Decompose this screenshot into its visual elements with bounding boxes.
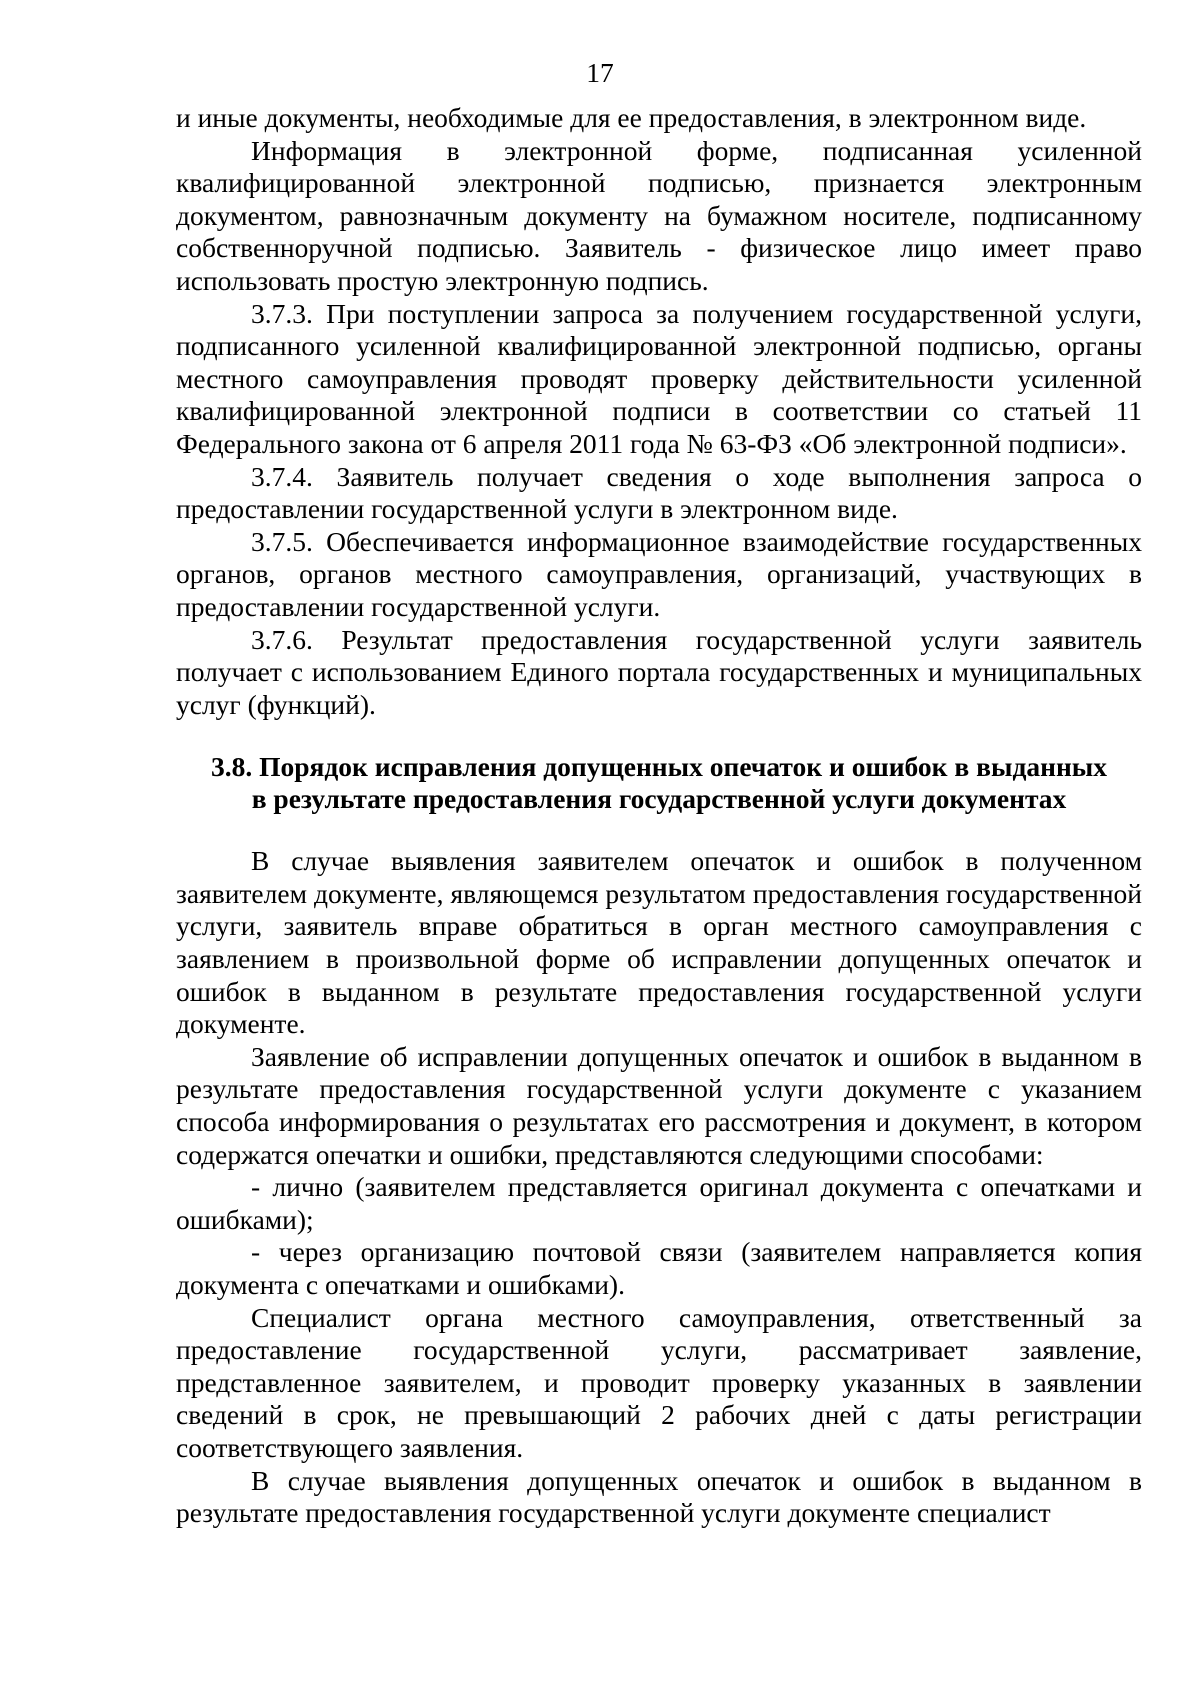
section-heading-3-8 xyxy=(176,751,1142,815)
paragraph: Специалист органа местного самоуправления, ответственный за предоставление государственной услуги, рассматривает заявление, представленное заявителем, и проводит проверку указанных в заявлении сведений в срок, не превышающий 2 рабочих дней с даты регистрации соответствующего заявления. xyxy=(176,1301,1142,1463)
paragraph: Информация в электронной форме, подписанная усиленной квалифицированной электронной подписью, признается электронным документом, равнозначным документу на бумажном носителе, подписанному собственноручной подписью. Заявитель - физическое лицо имеет право использовать простую электронную подпись. xyxy=(176,134,1142,296)
paragraph: В случае выявления заявителем опечаток и ошибок в полученном заявителем документе, являющемся результатом предоставления государственной услуги, заявитель вправе обратиться в орган местного самоуправления с заявлением в произвольной форме об исправлении допущенных опечаток и ошибок в выданном в результате предоставления государственной услуги документе. xyxy=(176,845,1142,1040)
paragraph: В случае выявления допущенных опечаток и ошибок в выданном в результате предоставления государственной услуги документе специалист xyxy=(176,1464,1142,1529)
list-item: - через организацию почтовой связи (заявителем направляется копия документа с опечатками и ошибками). xyxy=(176,1236,1142,1300)
paragraph-3-7-4: 3.7.4. Заявитель получает сведения о ходе выполнения запроса о предоставлении государственной услуги в электронном виде. xyxy=(176,460,1142,525)
section-heading-line: 3.8. Порядок исправления допущенных опечаток и ошибок в выданных xyxy=(210,751,1108,783)
paragraph: Заявление об исправлении допущенных опечаток и ошибок в выданном в результате предоставления государственной услуги документе с указанием способа информирования о результатах его рассмотрения и документ, в котором содержатся опечатки и ошибки, представляются следующими способами: xyxy=(176,1040,1142,1170)
paragraph-3-7-5: 3.7.5. Обеспечивается информационное взаимодействие государственных органов, органов местного самоуправления, организаций, участвующих в предоставлении государственной услуги. xyxy=(176,525,1142,622)
paragraph-3-7-6: 3.7.6. Результат предоставления государственной услуги заявитель получает с использованием Единого портала государственных и муниципальных услуг (функций). xyxy=(176,623,1142,720)
list-item: - лично (заявителем представляется оригинал документа с опечатками и ошибками); xyxy=(176,1171,1142,1235)
section-heading-line: в результате предоставления государственной услуги документах xyxy=(251,783,1067,815)
document-body xyxy=(176,102,1142,1530)
page-number: 17 xyxy=(586,57,614,88)
paragraph: и иные документы, необходимые для ее предоставления, в электронном виде. xyxy=(176,102,1087,133)
paragraph-3-7-3: 3.7.3. При поступлении запроса за получением государственной услуги, подписанного усиленной квалифицированной электронной подписью, органы местного самоуправления проводят проверку действительности усиленной квалифицированной электронной подписи в соответствии со статьей 11 Федерального закона от 6 апреля 2011 года № 63-ФЗ «Об электронной подписи». xyxy=(176,297,1142,459)
